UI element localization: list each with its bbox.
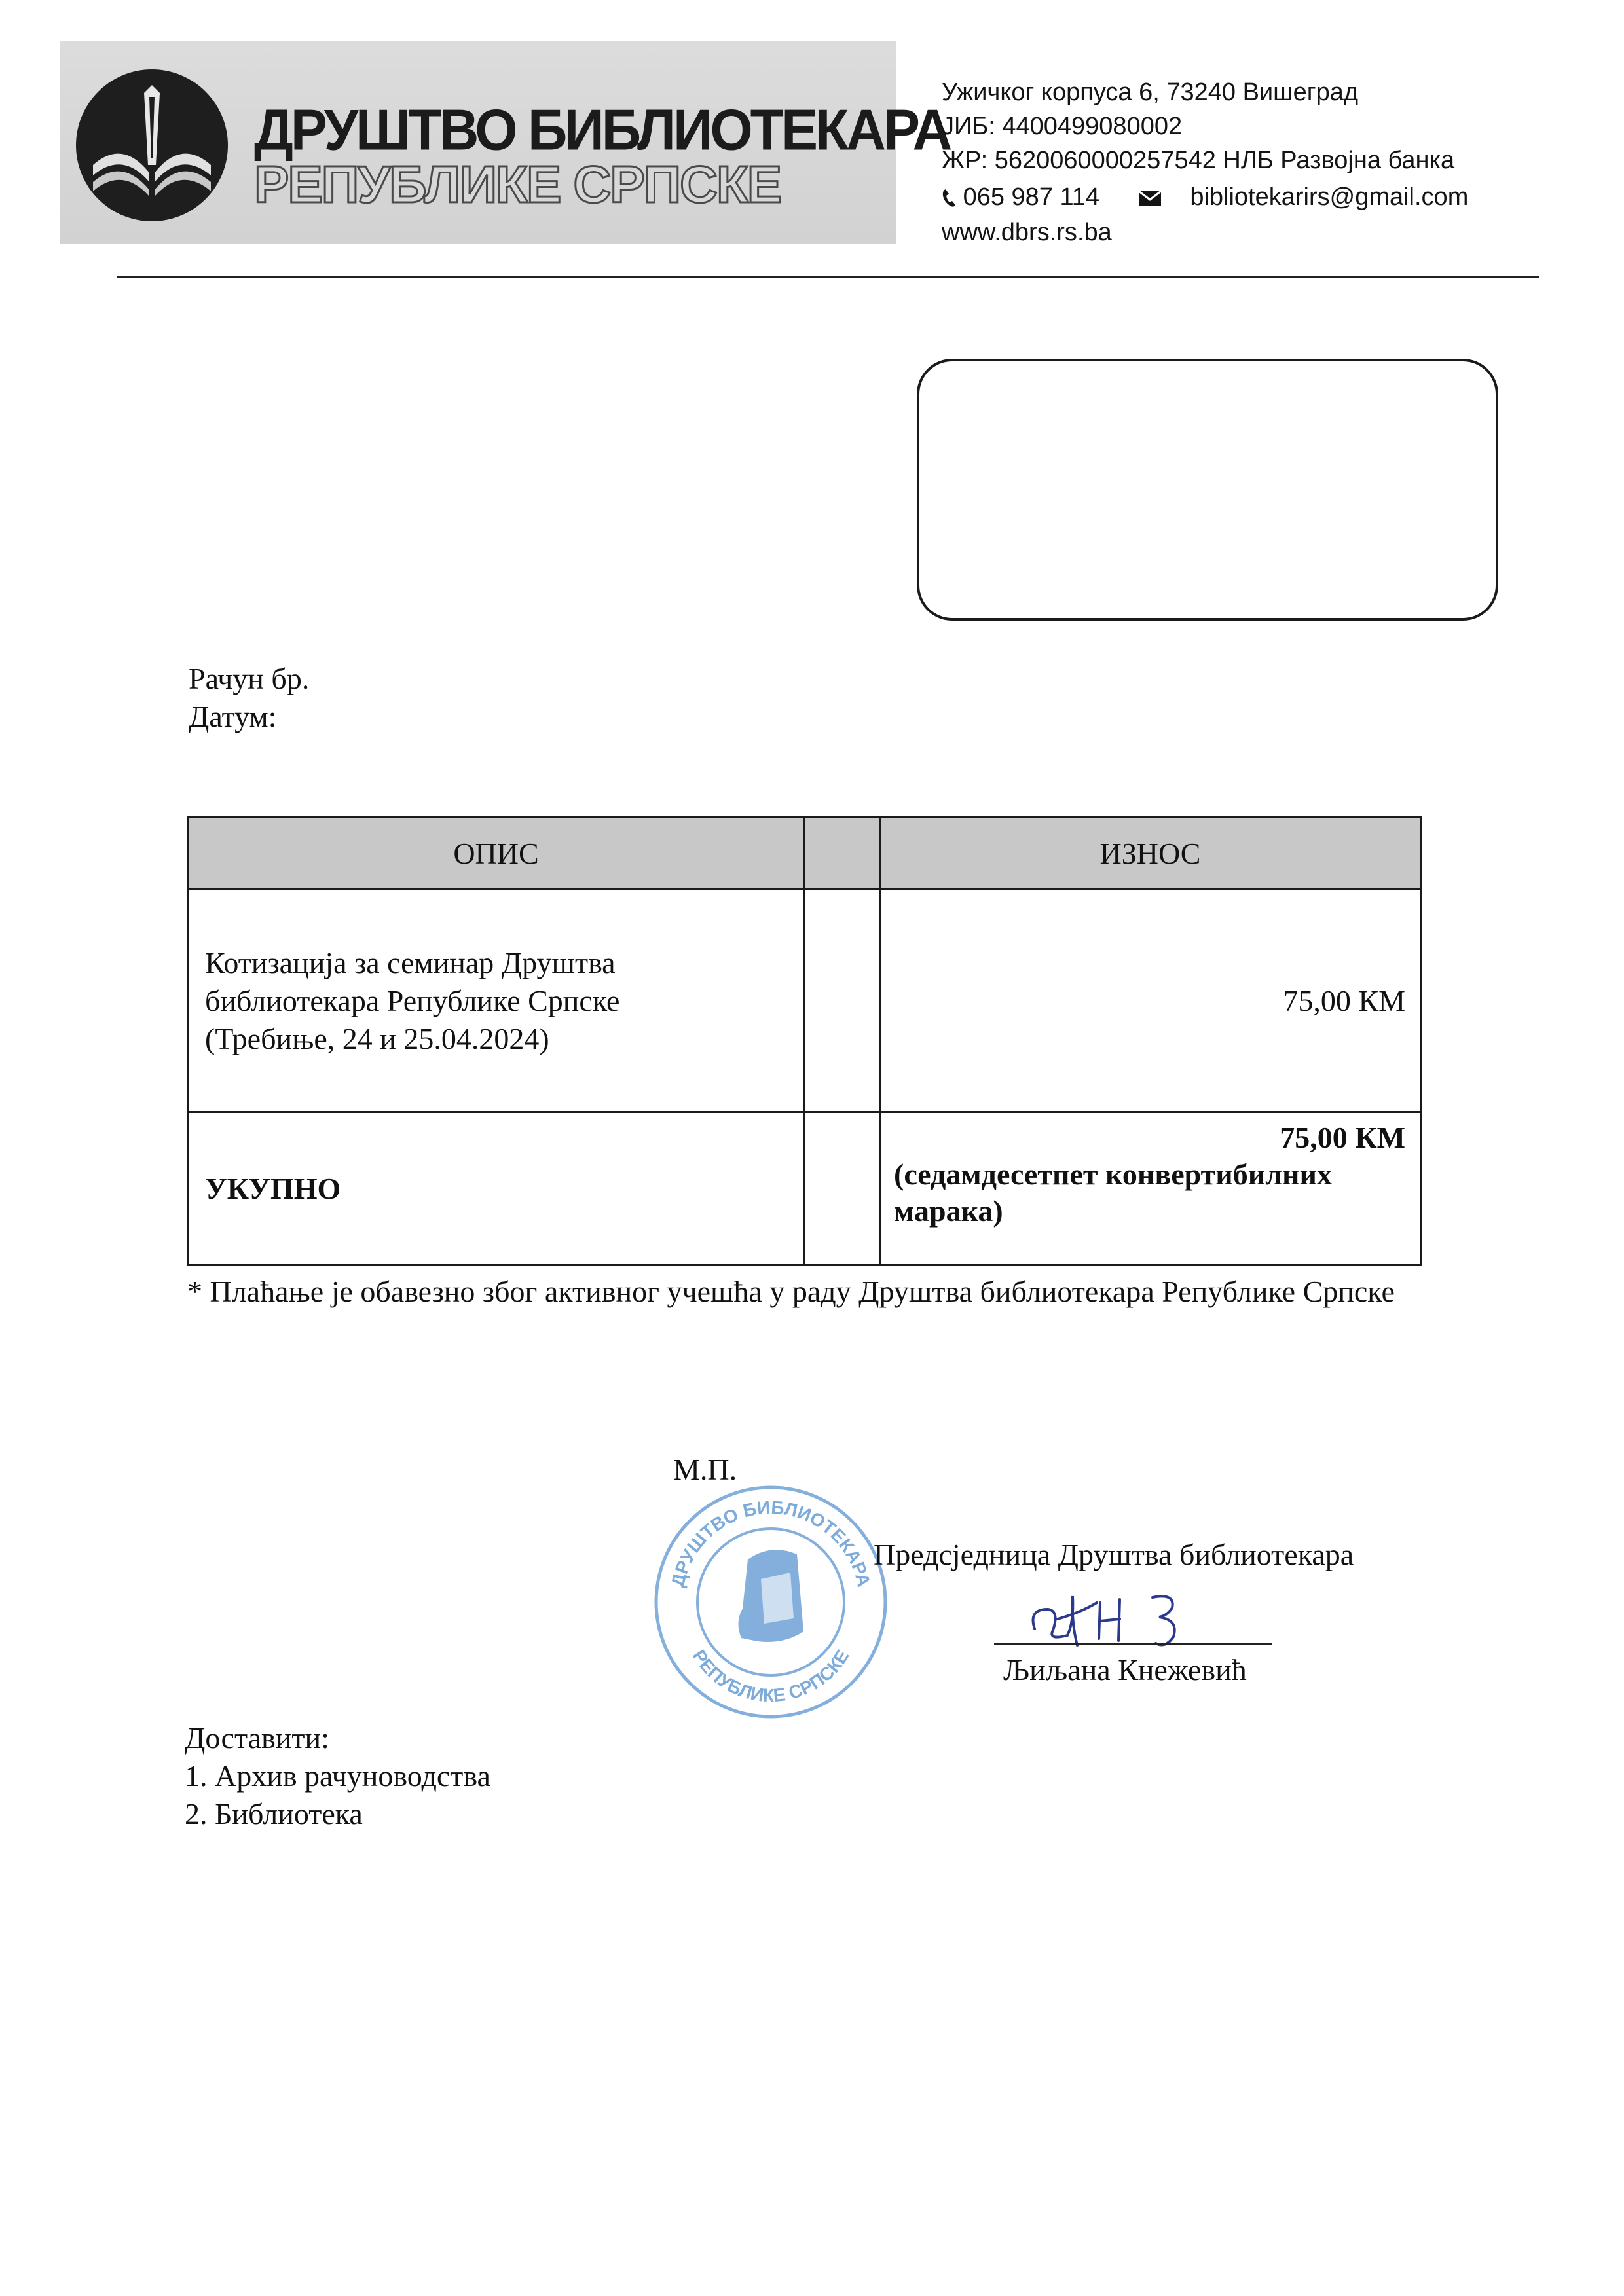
header-divider — [117, 276, 1539, 278]
stamp-text-top: ДРУШТВО БИБЛИОТЕКАРА — [667, 1497, 874, 1589]
total-amount-cell — [880, 1112, 1421, 1266]
phone-icon — [942, 188, 956, 208]
stamp-text-bottom: РЕПУБЛИКЕ СРПСКЕ — [688, 1646, 853, 1706]
total-row — [189, 1112, 1421, 1266]
total-amount-words: (седамдесетпет конвертибилних — [894, 1157, 1333, 1191]
item-amount: 75,00 КМ — [880, 890, 1421, 1112]
invoice-number-label: Рачун бр. — [189, 662, 310, 695]
invoice-table — [187, 816, 1422, 1266]
delivery-item: 1. Архив рачуноводства — [185, 1759, 490, 1793]
org-bank-account: ЖР: 5620060000257542 НЛБ Развојна банка — [942, 147, 1455, 174]
total-amount: 75,00 КМ — [1280, 1121, 1405, 1154]
signatory-name: Љиљана Кнежевић — [1003, 1653, 1247, 1686]
signatory-title: Предсједница Друштва библиотекара — [874, 1538, 1354, 1571]
item-description — [189, 890, 804, 1112]
column-header-description: ОПИС — [189, 817, 804, 890]
seal-label: М.П. — [673, 1453, 737, 1486]
org-email: bibliotekarirs@gmail.com — [1190, 183, 1469, 211]
org-name-line2: РЕПУБЛИКЕ СРПСКЕ — [254, 155, 781, 213]
stamp-book-emblem-icon — [738, 1550, 803, 1642]
item-description-line: библиотекара Републике Српске — [205, 983, 620, 1017]
org-address: Ужичког корпуса 6, 73240 Вишеград — [942, 79, 1359, 106]
library-emblem-icon — [73, 67, 231, 224]
org-name-line1: ДРУШТВО БИБЛИОТЕКАРА — [254, 97, 950, 162]
recipient-address-box — [917, 359, 1498, 621]
delivery-title: Доставити: — [185, 1721, 329, 1755]
payment-footnote: * Плаћање је обавезно због активног учешћа у раду Друштва библиотекара Републике Српске — [187, 1275, 1395, 1308]
item-description-line: Котизација за семинар Друштва — [205, 945, 616, 979]
table-row — [189, 890, 1421, 1112]
org-jib: ЈИБ: 4400499080002 — [942, 113, 1183, 140]
column-header-spacer — [804, 817, 880, 890]
table-header-row — [189, 817, 1421, 890]
invoice-date-label: Датум: — [189, 700, 277, 733]
item-description-line: (Требиње, 24 и 25.04.2024) — [205, 1021, 549, 1055]
envelope-icon — [1138, 189, 1164, 208]
signature-line — [994, 1643, 1272, 1645]
total-amount-words: марака) — [894, 1194, 1003, 1228]
contact-row — [942, 183, 1468, 211]
org-website: www.dbrs.rs.ba — [942, 219, 1112, 246]
total-label: УКУПНО — [189, 1112, 804, 1266]
empty-cell — [804, 890, 880, 1112]
empty-cell — [804, 1112, 880, 1266]
official-stamp — [650, 1481, 892, 1723]
org-phone: 065 987 114 — [963, 183, 1100, 211]
column-header-amount: ИЗНОС — [880, 817, 1421, 890]
delivery-item: 2. Библиотека — [185, 1797, 363, 1831]
